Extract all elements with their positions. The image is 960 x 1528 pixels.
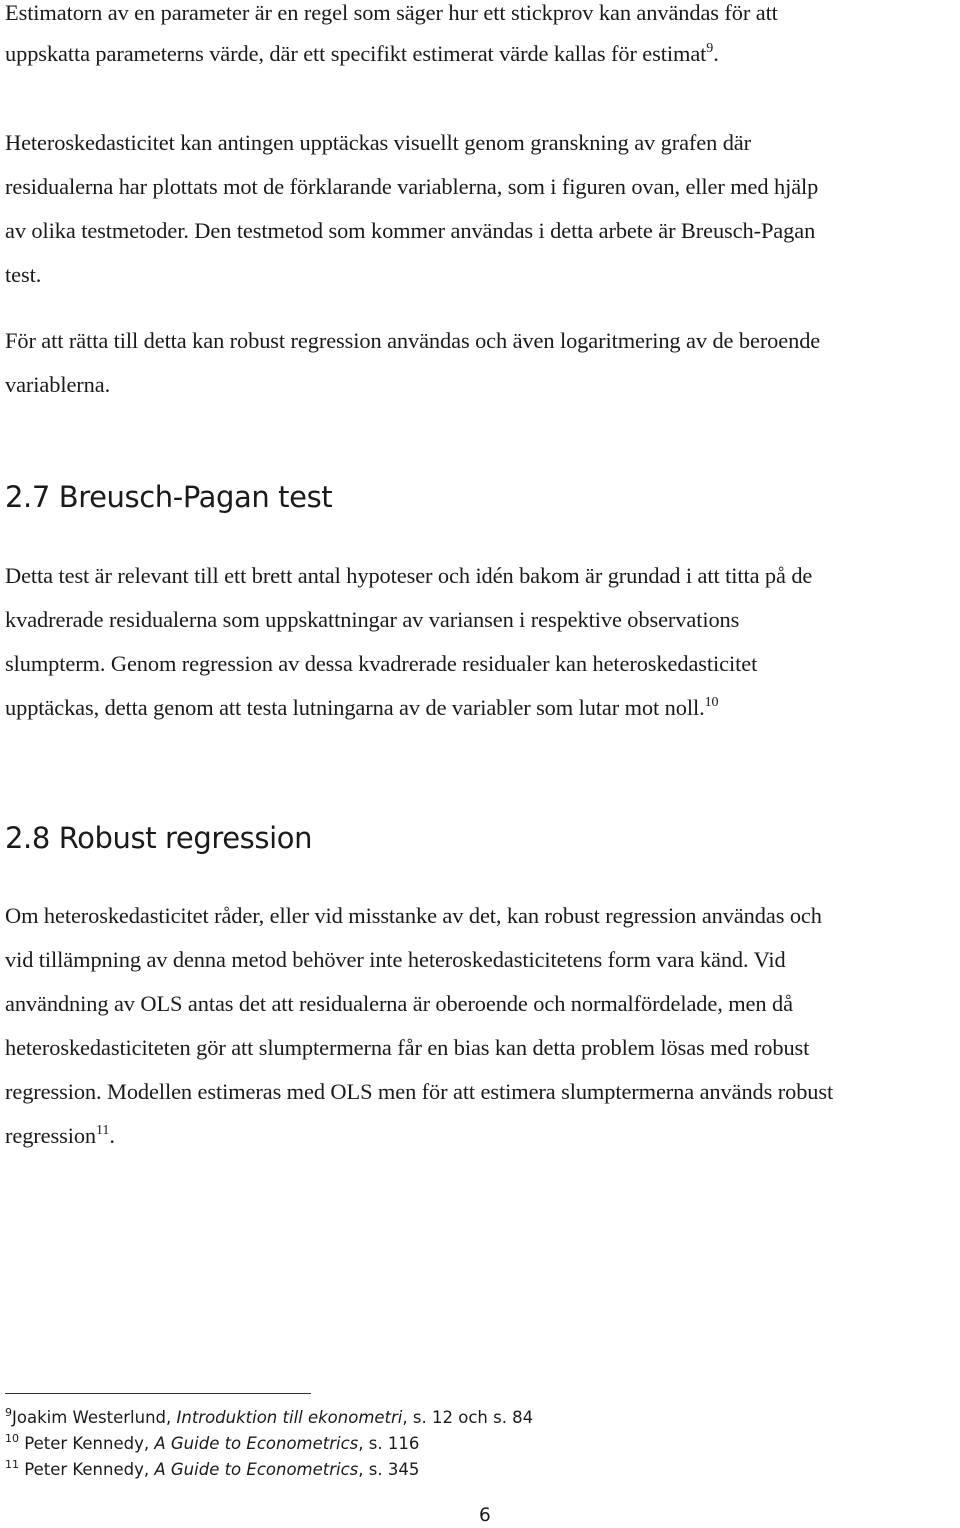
- footnote-ref-9[interactable]: 9: [706, 41, 714, 56]
- section-2-8-line-2: vid tillämpning av denna metod behöver inte heteroskedasticitetens form vara känd. Vid: [5, 947, 786, 972]
- paragraph-2-line-3: av olika testmetoder. Den testmetod som kommer användas i detta arbete är Breusch-Pagan: [5, 218, 816, 243]
- footnote-number: 10: [5, 1432, 19, 1445]
- footnote-separator: [5, 1393, 311, 1394]
- footnote-pages: , s. 345: [358, 1460, 420, 1479]
- paragraph-1-line-2-end: .: [713, 41, 719, 66]
- paragraph-3-line-1: För att rätta till detta kan robust regression användas och även logaritmering av de beroende: [5, 328, 821, 353]
- section-2-7-line-3: slumpterm. Genom regression av dessa kvadrerade residualer kan heteroskedasticitet: [5, 651, 758, 676]
- footnote-11: [5, 1460, 419, 1479]
- section-2-7-line-2: kvadrerade residualerna som uppskattningar av variansen i respektive observations: [5, 607, 740, 632]
- section-heading-2-8: 2.8 Robust regression: [5, 821, 313, 855]
- section-2-7-line-1: Detta test är relevant till ett brett antal hypoteser och idén bakom är grundad i att titta på de: [5, 563, 813, 588]
- footnote-ref-10[interactable]: 10: [704, 695, 719, 710]
- paragraph-1-line-2: [5, 41, 719, 67]
- paragraph-2-line-1: Heteroskedasticitet kan antingen upptäckas visuellt genom granskning av grafen där: [5, 130, 751, 155]
- section-heading-2-7: 2.7 Breusch-Pagan test: [5, 480, 333, 514]
- paragraph-1-line-1: Estimatorn av en parameter är en regel som säger hur ett stickprov kan användas för att: [5, 0, 778, 25]
- paragraph-1-line-2-text: uppskatta parameterns värde, där ett specifikt estimerat värde kallas för estimat: [5, 41, 707, 66]
- section-2-7-line-4: [5, 695, 718, 721]
- section-2-7-line-4-text: upptäckas, detta genom att testa lutningarna av de variabler som lutar mot noll.: [5, 695, 705, 720]
- paragraph-2-line-2: residualerna har plottats mot de förklarande variablerna, som i figuren ovan, eller med hjälp: [5, 174, 819, 199]
- footnote-author: Peter Kennedy,: [19, 1434, 155, 1453]
- section-2-8-line-6-end: .: [109, 1123, 115, 1148]
- footnote-title: A Guide to Econometrics: [154, 1460, 359, 1479]
- section-2-8-line-6: [5, 1123, 115, 1149]
- footnote-title: Introduktion till ekonometri: [176, 1408, 403, 1427]
- footnote-author: Joakim Westerlund,: [12, 1408, 177, 1427]
- page-number: 6: [479, 1505, 491, 1526]
- section-2-8-line-1: Om heteroskedasticitet råder, eller vid misstanke av det, kan robust regression användas och: [5, 903, 822, 928]
- footnote-pages: , s. 116: [358, 1434, 420, 1453]
- footnote-number: 11: [5, 1458, 19, 1471]
- footnote-author: Peter Kennedy,: [19, 1460, 155, 1479]
- footnote-number: 9: [5, 1406, 12, 1419]
- footnote-10: [5, 1434, 419, 1453]
- footnote-ref-11[interactable]: 11: [96, 1123, 110, 1138]
- section-2-8-line-3: användning av OLS antas det att residualerna är oberoende och normalfördelade, men då: [5, 991, 793, 1016]
- section-2-8-line-5: regression. Modellen estimeras med OLS men för att estimera slumptermerna används robust: [5, 1079, 834, 1104]
- footnote-title: A Guide to Econometrics: [154, 1434, 359, 1453]
- footnote-9: [5, 1408, 533, 1427]
- section-2-8-line-4: heteroskedasticiteten gör att slumptermerna får en bias kan detta problem lösas med robust: [5, 1035, 810, 1060]
- footnote-pages: , s. 12 och s. 84: [402, 1408, 534, 1427]
- paragraph-2-line-4: test.: [5, 262, 42, 287]
- section-2-8-line-6-text: regression: [5, 1123, 97, 1148]
- paragraph-3-line-2: variablerna.: [5, 372, 111, 397]
